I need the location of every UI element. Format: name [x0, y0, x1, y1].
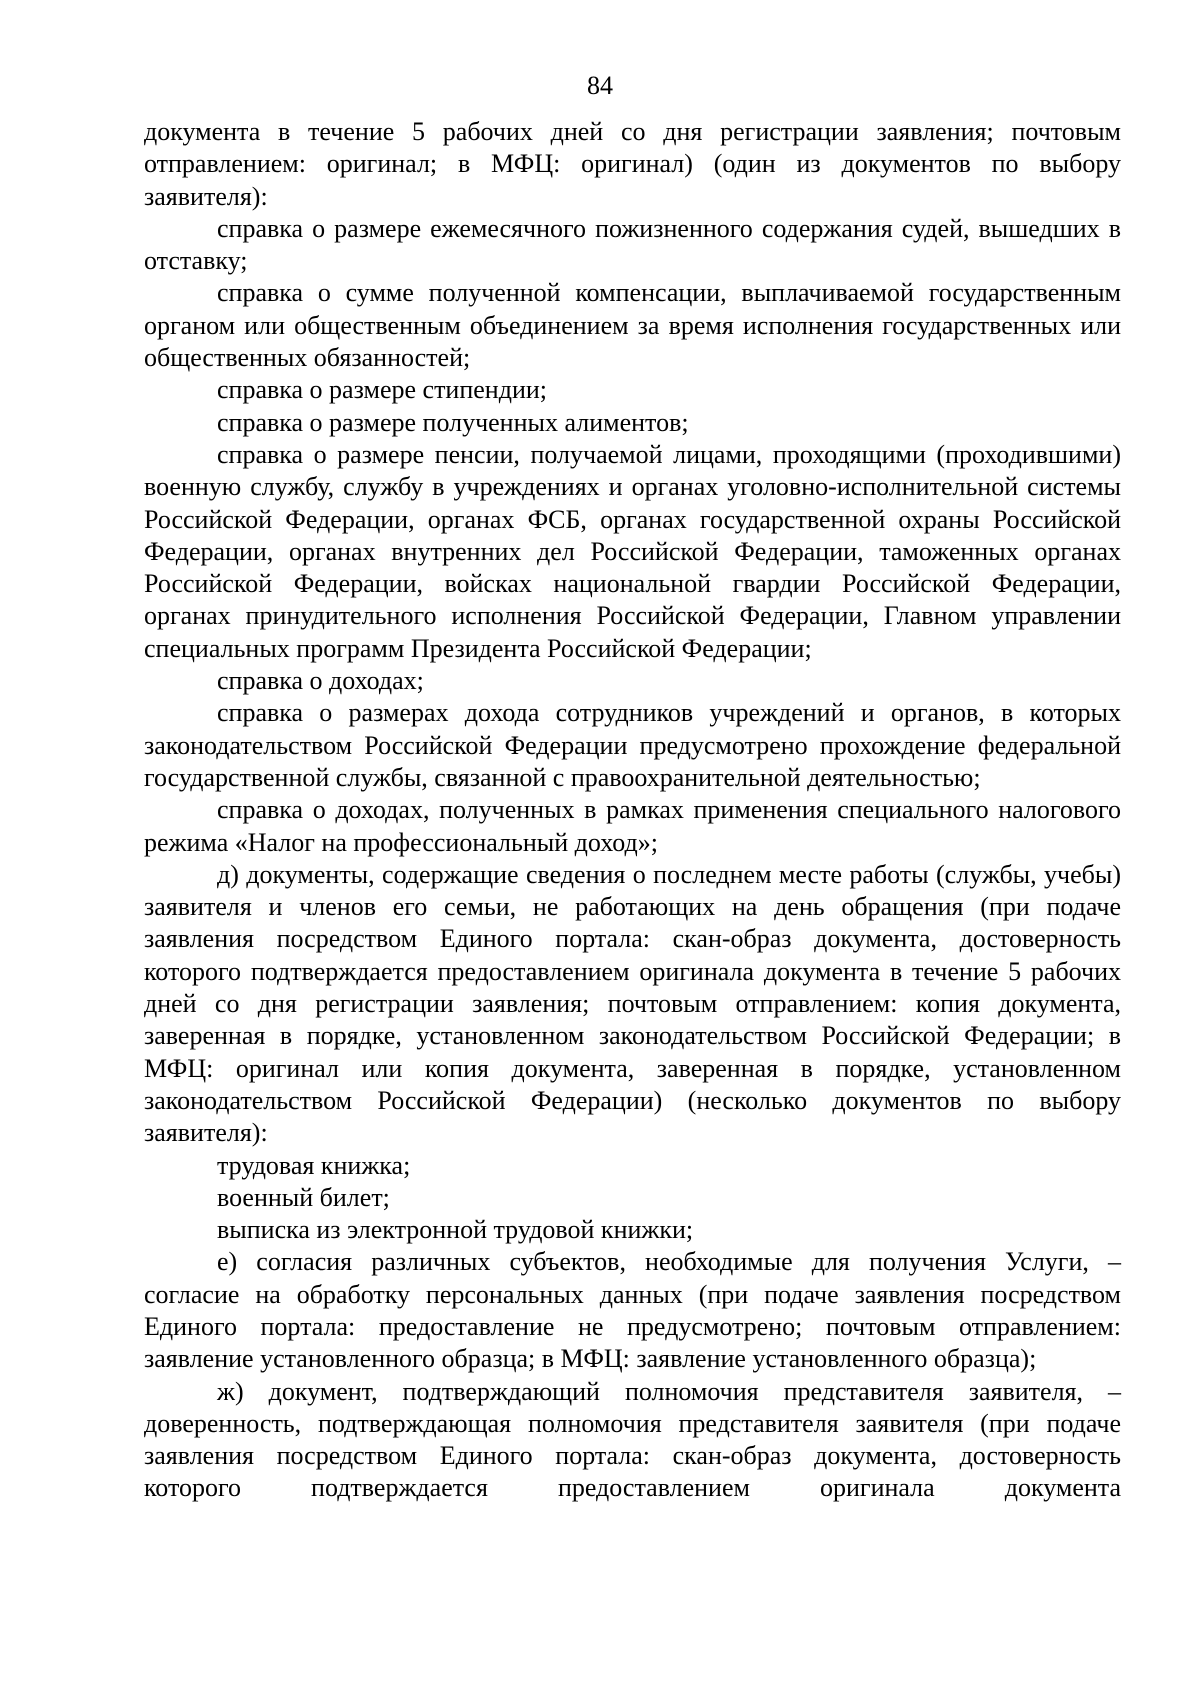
- paragraph-certificate-self-employed: справка о доходах, полученных в рамках применения специального налогового режима «Налог на профессиональный доход»;: [144, 795, 1121, 857]
- paragraph-item-d: д) документы, содержащие сведения о последнем месте работы (службы, учебы) заявителя и членов его семьи, не работающих на день обращения (при подаче заявления посредством Единого портала: скан-образ документа, достоверность которого подтверждается предоставлением оригинала документа в течение 5 рабочих дней со дня регистрации заявления; почтовым отправлением: копия документа, заверенная в порядке, установленном законодательством Российской Федерации; в МФЦ: оригинал или копия документа, заверенная в порядке, установленном законодательством Российской Федерации) (несколько документов по выбору заявителя):: [144, 859, 1121, 1148]
- paragraph-certificate-compensation: справка о сумме полученной компенсации, выплачиваемой государственным органом или общественным объединением за время исполнения государственных или общественных обязанностей;: [144, 278, 1121, 373]
- paragraph-continuation: документа в течение 5 рабочих дней со дня регистрации заявления; почтовым отправлением: оригинал; в МФЦ: оригинал) (один из документов по выбору заявителя):: [144, 117, 1121, 211]
- paragraph-military-id: военный билет;: [217, 1182, 390, 1212]
- paragraph-certificate-alimony: справка о размере полученных алиментов;: [217, 407, 689, 437]
- paragraph-certificate-stipend: справка о размере стипендии;: [217, 375, 547, 405]
- paragraph-item-zh: ж) документ, подтверждающий полномочия представителя заявителя, – доверенность, подтверждающая полномочия представителя заявителя (при подаче заявления посредством Единого портала: скан-образ документа, достоверность которого подтверждается предоставлением оригинала документа: [144, 1376, 1121, 1503]
- paragraph-item-e: е) согласия различных субъектов, необходимые для получения Услуги, – согласие на обработку персональных данных (при подаче заявления посредством Единого портала: предоставление не предусмотрено; почтовым отправлением: заявление установленного образца; в МФЦ: заявление установленного образца);: [144, 1247, 1121, 1374]
- paragraph-work-record-book: трудовая книжка;: [217, 1150, 411, 1180]
- paragraph-certificate-judges: справка о размере ежемесячного пожизненного содержания судей, вышедших в отставку;: [144, 213, 1121, 276]
- paragraph-certificate-law-enforcement: справка о размерах дохода сотрудников учреждений и органов, в которых законодательством Российской Федерации предусмотрено прохождение федеральной государственной службы, связанной с правоохранительной деятельностью;: [144, 698, 1121, 792]
- page-number: 84: [587, 71, 613, 100]
- paragraph-certificate-pension: справка о размере пенсии, получаемой лицами, проходящими (проходившими) военную службу, службу в учреждениях и органах уголовно-исполнительной системы Российской Федерации, органах ФСБ, органах государственной охраны Российской Федерации, органах внутренних дел Российской Федерации, таможенных органах Российской Федерации, войсках национальной гвардии Российской Федерации, органах принудительного исполнения Российской Федерации, Главном управлении специальных программ Президента Российской Федерации;: [144, 439, 1121, 663]
- paragraph-certificate-income: справка о доходах;: [217, 666, 424, 696]
- paragraph-electronic-work-record: выписка из электронной трудовой книжки;: [217, 1215, 694, 1245]
- document-body: [144, 116, 1121, 1505]
